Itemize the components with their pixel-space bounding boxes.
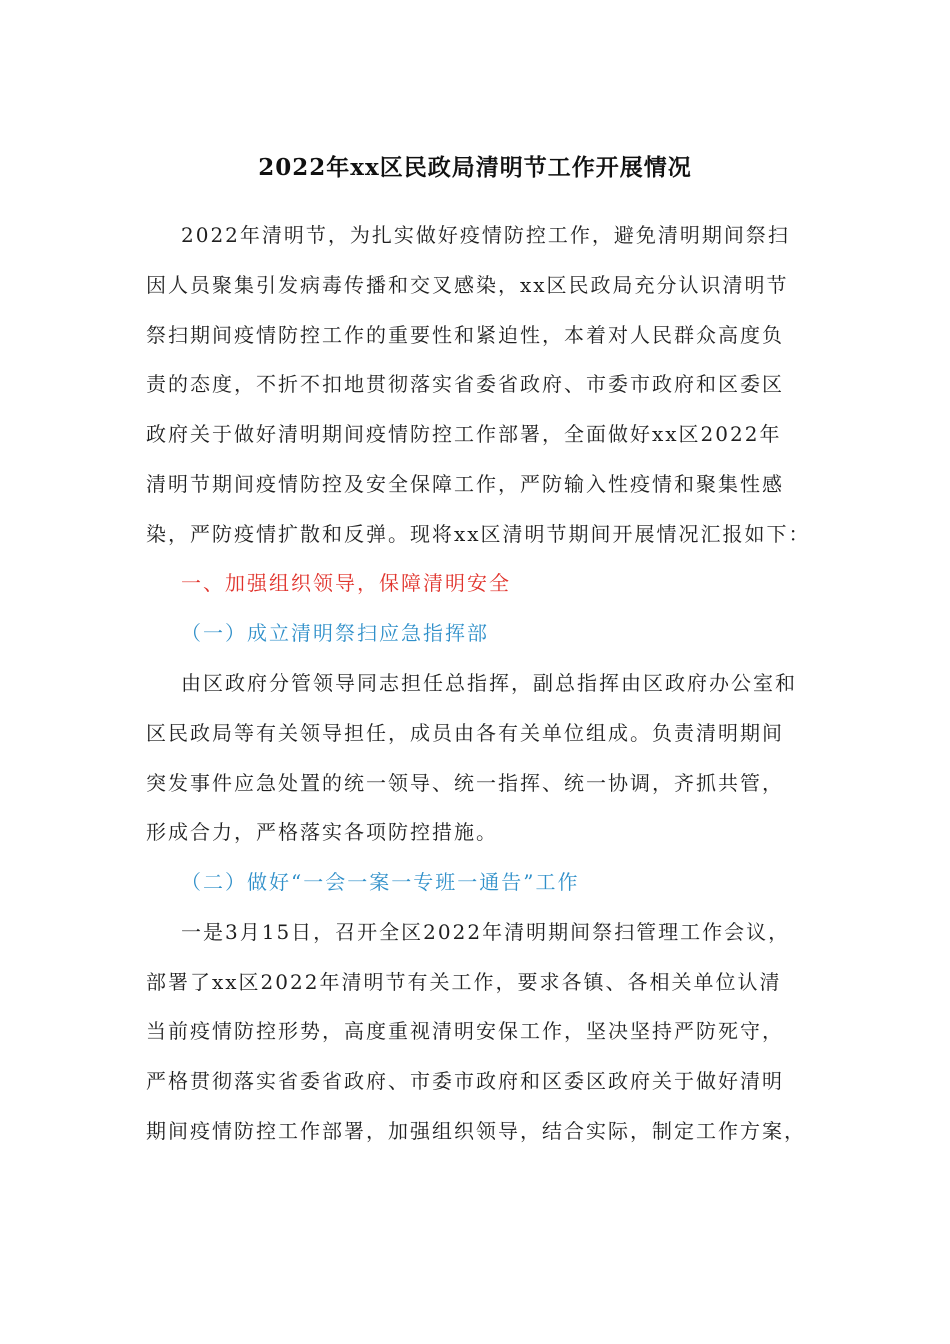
- paragraph-line: 当前疫情防控形势，高度重视清明安保工作，坚决坚持严防死守，: [146, 1019, 784, 1043]
- paragraph-line: 形成合力，严格落实各项防控措施。: [146, 820, 498, 844]
- paragraph-line: 一是3月15日，召开全区2022年清明期间祭扫管理工作会议，: [181, 920, 791, 944]
- paragraph-line: 期间疫情防控工作部署，加强组织领导，结合实际，制定工作方案，: [146, 1119, 806, 1143]
- paragraph-line: 因人员聚集引发病毒传播和交叉感染，xx区民政局充分认识清明节: [146, 273, 789, 297]
- subsection-heading: （二）做好“一会一案一专班一通告”工作: [181, 870, 580, 894]
- document-title: 2022年xx区民政局清明节工作开展情况: [258, 154, 692, 181]
- paragraph-line: 染，严防疫情扩散和反弹。现将xx区清明节期间开展情况汇报如下：: [146, 522, 811, 546]
- paragraph-line: 2022年清明节，为扎实做好疫情防控工作，避免清明期间祭扫: [181, 223, 790, 247]
- paragraph-line: 突发事件应急处置的统一领导、统一指挥、统一协调，齐抓共管，: [146, 771, 784, 795]
- paragraph-line: 由区政府分管领导同志担任总指挥，副总指挥由区政府办公室和: [181, 671, 797, 695]
- paragraph-line: 清明节期间疫情防控及安全保障工作，严防输入性疫情和聚集性感: [146, 472, 784, 496]
- section-heading: 一、加强组织领导，保障清明安全: [181, 571, 511, 595]
- subsection-heading: （一）成立清明祭扫应急指挥部: [181, 621, 489, 645]
- paragraph-line: 严格贯彻落实省委省政府、市委市政府和区委区政府关于做好清明: [146, 1069, 784, 1093]
- paragraph-line: 政府关于做好清明期间疫情防控工作部署，全面做好xx区2022年: [146, 422, 782, 446]
- paragraph-line: 祭扫期间疫情防控工作的重要性和紧迫性，本着对人民群众高度负: [146, 323, 784, 347]
- paragraph-line: 责的态度，不折不扣地贯彻落实省委省政府、市委市政府和区委区: [146, 372, 784, 396]
- paragraph-line: 区民政局等有关领导担任，成员由各有关单位组成。负责清明期间: [146, 721, 784, 745]
- paragraph-line: 部署了xx区2022年清明节有关工作，要求各镇、各相关单位认清: [146, 970, 782, 994]
